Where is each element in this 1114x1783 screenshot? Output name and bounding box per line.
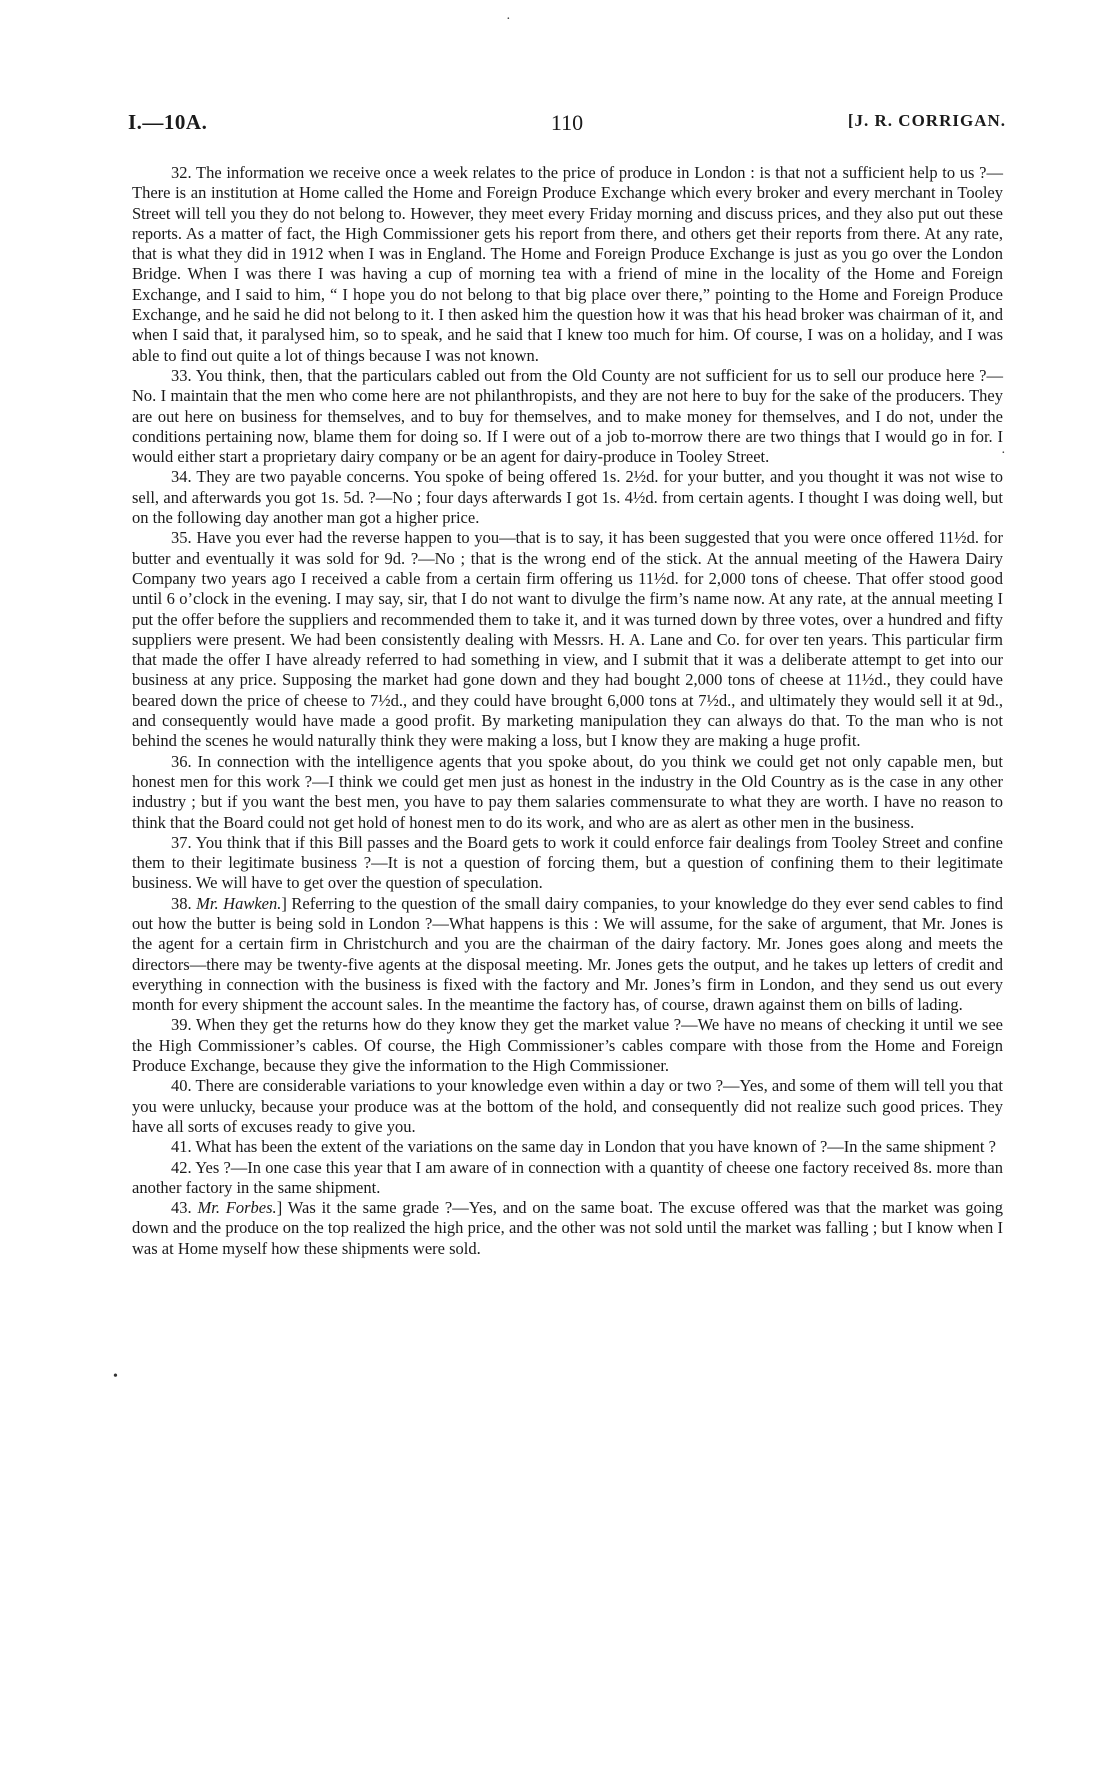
paragraph-35: 35. Have you ever had the reverse happen to you—that is to say, it has been suggested that you were once offered 11½d. for butter and eventually it was sold for 9d. ?—No ; that is the wrong end of the stick. At the annual meeting of the Hawera Dairy Company two years ago I received a cable from a certain firm offering us 11½d. for 2,000 tons of cheese. That offer stood good until 6 o’clock in the evening. I may say, sir, that I do not want to divulge the firm’s name now. At any rate, at the annual meeting I put the offer before the suppliers and recommended them to take it, and it was turned down by three votes, over a hundred and fifty suppliers were present. We had been consistently dealing with Messrs. H. A. Lane and Co. for over ten years. This particular firm that made the offer I have already referred to had something in view, and I submit that it was a deliberate attempt to get into our business at any price. Supposing the market had gone down and they had bought 2,000 tons of cheese at 11½d., they could have beared down the price of cheese to 7½d., and they could have brought 6,000 tons at 7½d., and ultimately they would sell it at 9d., and consequently would have made a good profit. By marketing manipulation they can always do that. To the man who is not behind the scenes he would naturally think they were making a loss, but I know they are making a huge profit.	[132, 528, 1003, 751]
paragraph-38: 38. Mr. Hawken.] Referring to the question of the small dairy companies, to your knowledge do they ever send cables to find out how the butter is being sold in London ?—What happens is this : We will assume, for the sake of argument, that Mr. Jones is the agent for a certain firm in Christchurch and you are the chairman of the dairy factory. Mr. Jones goes along and meets the directors—there may be twenty-five agents at the disposal meeting. Mr. Jones gets the output, and he takes up letters of credit and everything in connection with the business is fixed with the factory and Mr. Jones’s firm in London, and they send us out every month for every shipment the account sales. In the meantime the factory has, of course, drawn against them on bills of lading.	[132, 893, 1004, 1015]
paragraph-41: 41. What has been the extent of the variations on the same day in London that you have known of ?—In the same shipment ?	[171, 1137, 996, 1157]
paragraph-34: 34. They are two payable concerns. You spoke of being offered 1s. 2½d. for your butter, and you thought it was not wise to sell, and afterwards you got 1s. 5d. ?—No ; four days afterwards I got 1s. 4½d. from certain agents. I thought I was doing well, but on the following day another man got a higher price.	[132, 467, 1003, 528]
paragraph-43: 43. Mr. Forbes.] Was it the same grade ?—Yes, and on the same boat. The excuse offered was that the market was going down and the produce on the top realized the high price, and the other was not sold until the market was falling ; but I know when I was at Home myself how these shipments were sold.	[132, 1198, 1003, 1258]
paragraph-36: 36. In connection with the intelligence agents that you spoke about, do you think we could get not only capable men, but honest men for this work ?—I think we could get men just as honest in the industry in the Old Country as is the case in any other industry ; but if you want the best men, you have to pay them salaries commensurate to what they are worth. I have no reason to think that the Board could not get hold of honest men to do its work, and who are as alert as other men in the business.	[132, 751, 1003, 832]
paragraph-37: 37. You think that if this Bill passes and the Board gets to work it could enforce fair dealings from Tooley Street and confine them to their legitimate business ?—It is not a question of forcing them, but a question of confining them to their legitimate business. We will have to get over the question of speculation.	[132, 832, 1003, 893]
paragraph-33: 33. You think, then, that the particulars cabled out from the Old County are not sufficient for us to sell our produce here ?—No. I maintain that the men who come here are not philanthropists, and they are not here to buy for the sake of the producers. They are out here on business for themselves, and to buy for themselves, and to make money for themselves, and I do not, under the conditions pertaining now, blame them for doing so. If I were out of a job to-morrow there are two things that I would go in for. I would either start a proprietary dairy company or be an agent for dairy-produce in Tooley Street.	[132, 365, 1003, 467]
paragraph-42: 42. Yes ?—In one case this year that I am aware of in connection with a quantity of cheese one factory received 8s. more than another factory in the same shipment.	[132, 1157, 1003, 1197]
page-header	[128, 110, 1006, 140]
speaker-name: Mr. Forbes.	[197, 1198, 277, 1218]
paragraph-39: 39. When they get the returns how do they know they get the market value ?—We have no means of checking it until we see the High Commissioner’s cables. Of course, the High Commissioner’s cables compare with those from the Home and Foreign Produce Exchange, because they give the information to the High Commissioner.	[132, 1015, 1003, 1076]
scan-speck: ·	[506, 12, 511, 27]
paper-reference: I.—10A.	[128, 110, 208, 134]
paragraph-32: 32. The information we receive once a week relates to the price of produce in London : is that not a sufficient help to us ?—There is an institution at Home called the Home and Foreign Produce Exchange which every broker and every merchant in Tooley Street will tell you they do not belong to. However, they meet every Friday morning and discuss prices, and they also put out these reports. As a matter of fact, the High Commissioner gets his report from there, and others get their reports from there. At any rate, that is what they did in 1912 when I was in England. The Home and Foreign Produce Exchange is just as you go over the London Bridge. When I was there I was having a cup of morning tea with a friend of mine in the locality of the Home and Foreign Exchange, and I said to him, “ I hope you do not belong to that big place over there,” pointing to the Home and Foreign Produce Exchange, and he said he did not belong to it. I then asked him the question how it was that his head broker was chairman of it, and when I said that, it paralysed him, so to speak, and he said that I knew too much for him. Of course, I was on a holiday, and I was able to find out quite a lot of things because I was not known.	[132, 163, 1003, 365]
witness-name: [J. R. CORRIGAN.	[847, 111, 1006, 130]
page-number: 110	[550, 110, 584, 135]
speaker-name: Mr. Hawken.	[196, 893, 282, 913]
scan-speck: ·	[1001, 446, 1006, 461]
scan-speck: •	[113, 1369, 118, 1384]
page-body	[132, 163, 1003, 1259]
paragraph-40: 40. There are considerable variations to your knowledge even within a day or two ?—Yes, and some of them will tell you that you were unlucky, because your produce was at the bottom of the hold, and consequently did not realize such good prices. They have all sorts of excuses ready to give you.	[132, 1076, 1003, 1136]
